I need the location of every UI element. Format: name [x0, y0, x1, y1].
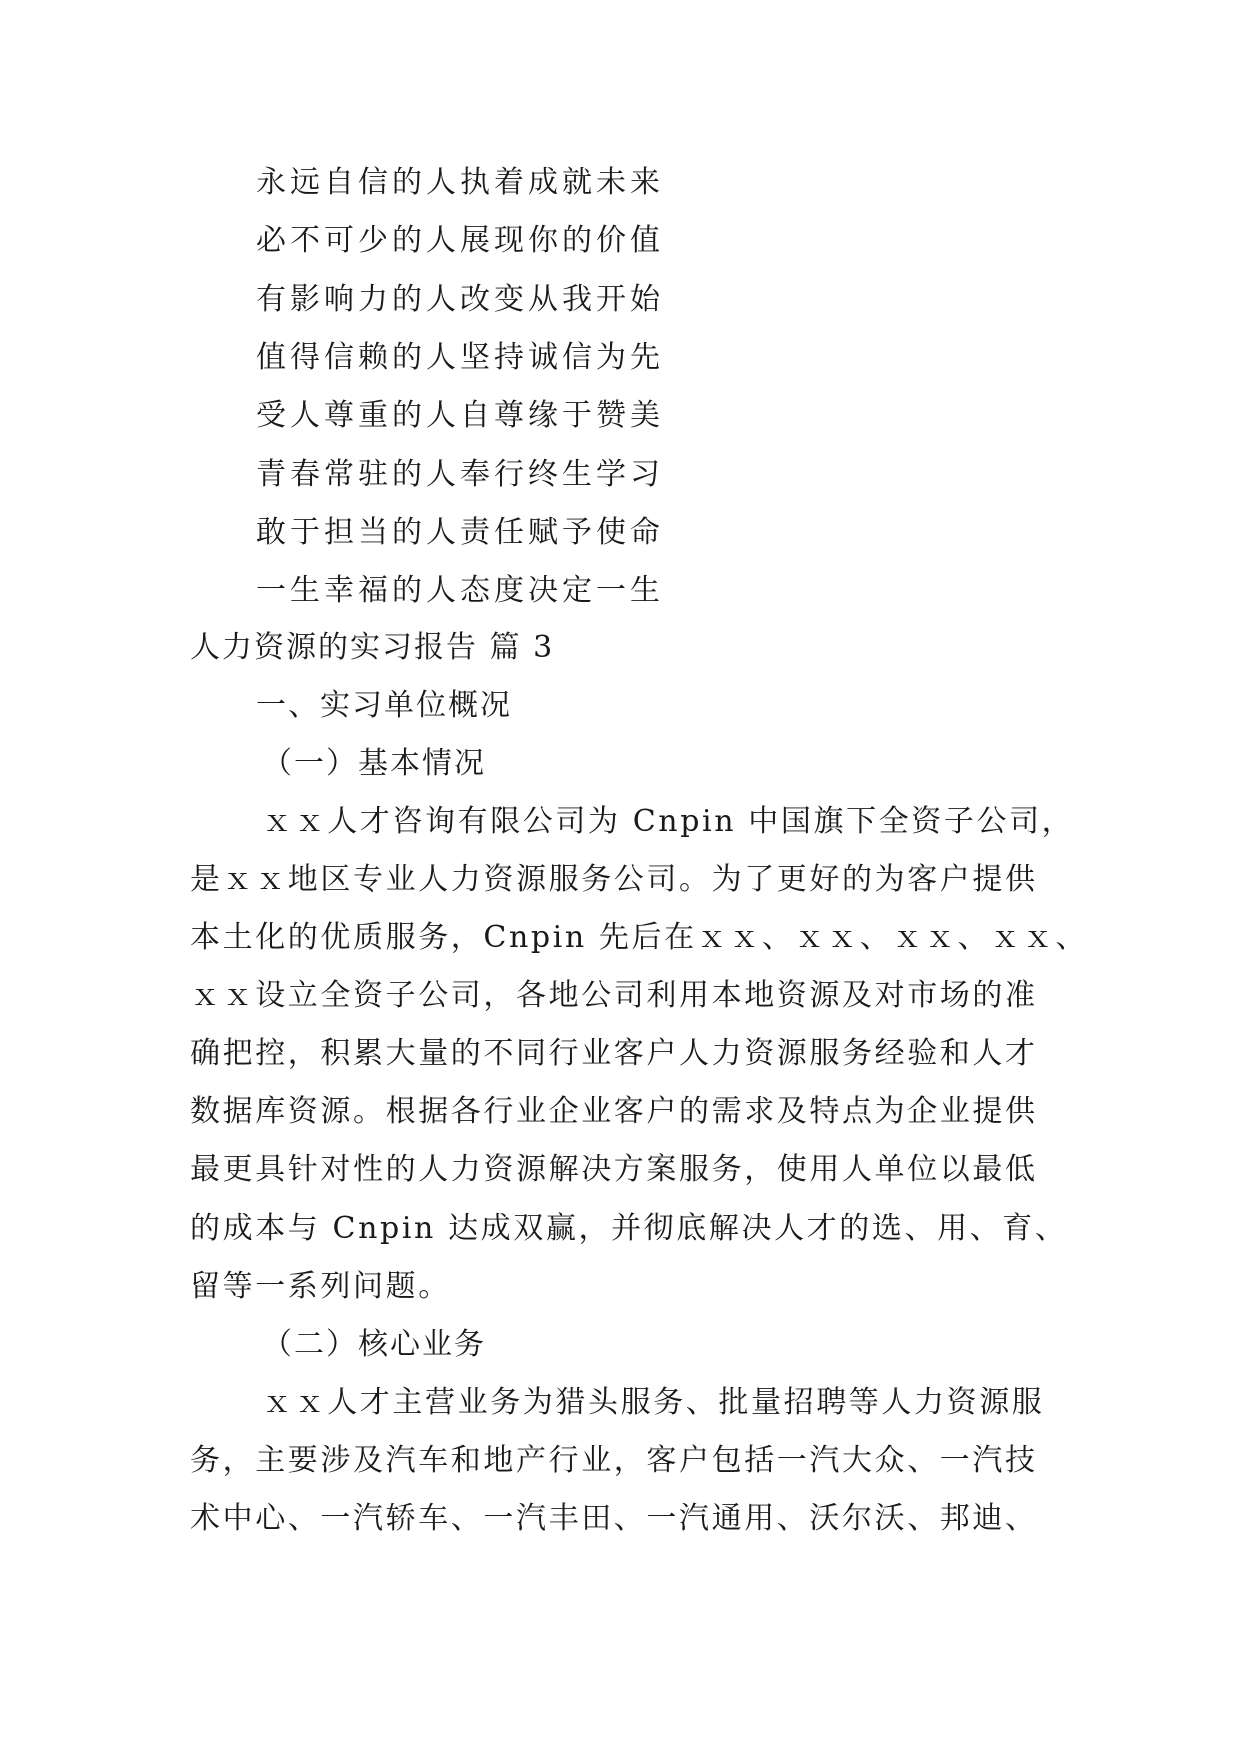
poem-line: 受人尊重的人自尊缘于赞美	[256, 398, 664, 433]
poem-line: 敢于担当的人责任赋予使命	[256, 515, 664, 550]
paragraph-line: 务，主要涉及汽车和地产行业，客户包括一汽大众、一汽技	[190, 1443, 1038, 1478]
paragraph-line: 术中心、一汽轿车、一汽丰田、一汽通用、沃尔沃、邦迪、	[190, 1501, 1038, 1536]
paragraph-line: 留等一系列问题。	[190, 1269, 451, 1304]
paragraph-line: 确把控，积累大量的不同行业客户人力资源服务经验和人才	[190, 1036, 1038, 1071]
heading-basic-info: （一）基本情况	[262, 746, 486, 781]
paragraph-line: 本土化的优质服务，Cnpin 先后在ｘｘ、ｘｘ、ｘｘ、ｘｘ、	[190, 920, 1088, 955]
poem-line: 有影响力的人改变从我开始	[256, 282, 664, 317]
paragraph-line: ｘｘ人才咨询有限公司为 Cnpin 中国旗下全资子公司，	[262, 804, 1075, 839]
heading-core-business: （二）核心业务	[262, 1327, 486, 1362]
paragraph-line: 是ｘｘ地区专业人力资源服务公司。为了更好的为客户提供	[190, 862, 1038, 897]
paragraph-line: 数据库资源。根据各行业企业客户的需求及特点为企业提供	[190, 1094, 1038, 1129]
paragraph-line: ｘｘ人才主营业务为猎头服务、批量招聘等人力资源服	[262, 1385, 1045, 1420]
paragraph-line: 最更具针对性的人力资源解决方案服务，使用人单位以最低	[190, 1152, 1038, 1187]
poem-line: 必不可少的人展现你的价值	[256, 223, 664, 258]
poem-line: 值得信赖的人坚持诚信为先	[256, 340, 664, 375]
heading-internship-overview: 一、实习单位概况	[256, 688, 512, 723]
poem-line: 青春常驻的人奉行终生学习	[256, 457, 664, 492]
paragraph-line: ｘｘ设立全资子公司，各地公司利用本地资源及对市场的准	[190, 978, 1038, 1013]
poem-line: 一生幸福的人态度决定一生	[256, 573, 664, 608]
poem-line: 永远自信的人执着成就未来	[256, 165, 664, 200]
section-title: 人力资源的实习报告 篇 3	[190, 630, 555, 665]
paragraph-line: 的成本与 Cnpin 达成双赢，并彻底解决人才的选、用、育、	[190, 1211, 1068, 1246]
